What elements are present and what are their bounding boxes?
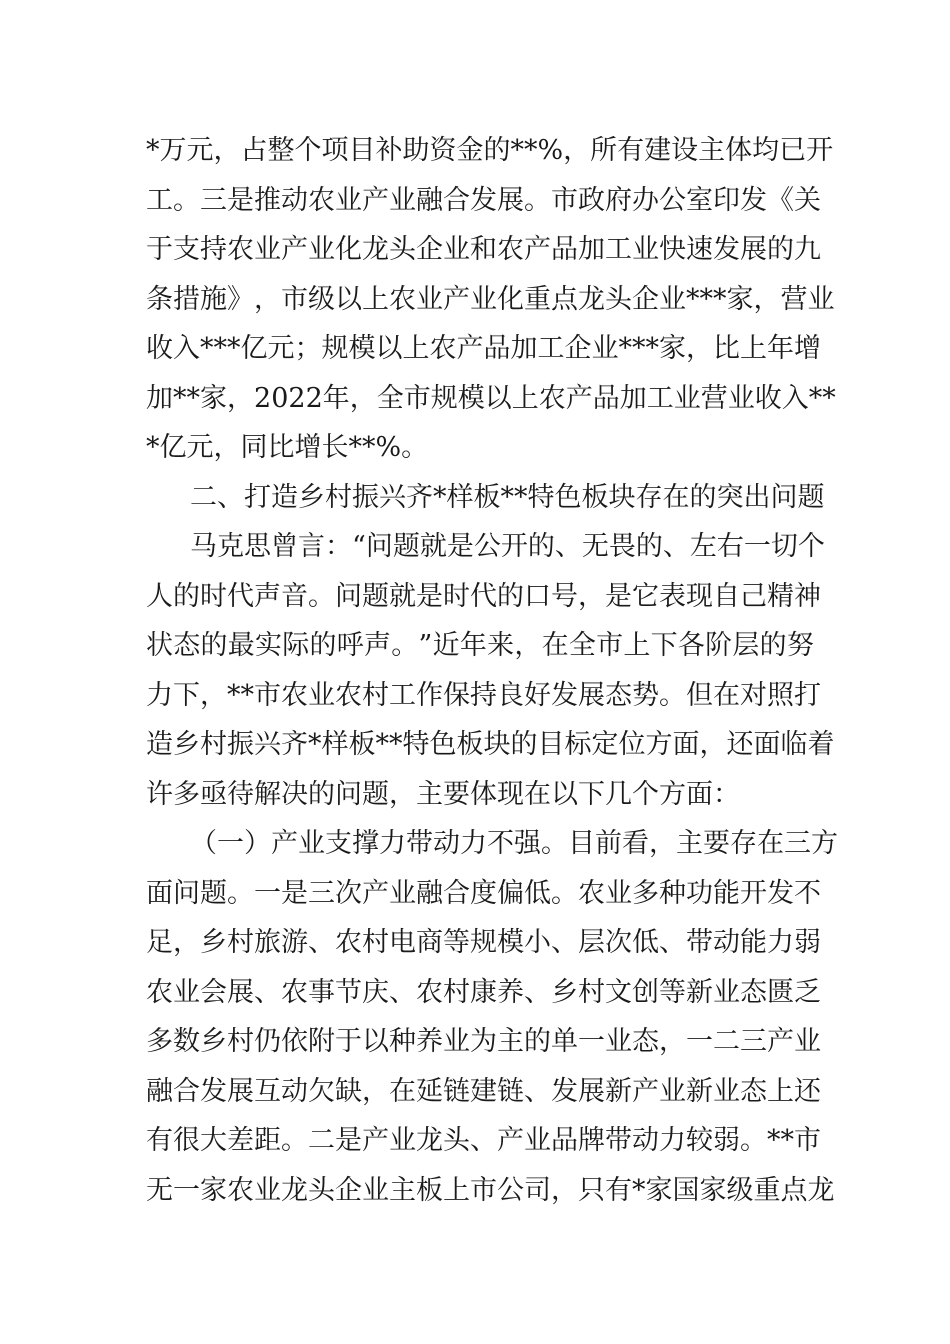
text-line: 无 一 家 农 业 龙 头 企 业 主 板 上 市 公 司 ， 只 有 * 家 国 家 级 重 点 龙 xyxy=(146,1174,835,1206)
text-line: 人 的 时 代 声 音 。 问 题 就 是 时 代 的 口 号 ， 是 它 表 现 自 己 精 神 xyxy=(146,580,821,612)
text-line: 足 ， 乡 村 旅 游 、 农 村 电 商 等 规 模 小 、 层 次 低 、 带 动 能 力 弱 xyxy=(146,927,821,958)
text-line: 工 。 三 是 推 动 农 业 产 业 融 合 发 展 。 市 政 府 办 公 室 印 发 《 关 xyxy=(146,184,821,216)
text-line: （ 一 ） 产 业 支 撑 力 带 动 力 不 强 。 目 前 看 ， 主 要 存 在 三 方 xyxy=(190,828,838,859)
text-line: 于 支 持 农 业 产 业 化 龙 头 企 业 和 农 产 品 加 工 业 快 速 发 展 的 九 xyxy=(146,234,821,265)
text-line: 许多亟待解决的问题，主要体现在以下几个方面： xyxy=(146,778,740,810)
text-line: *亿元，同比增长**%。 xyxy=(146,432,429,463)
text-line: 面 问 题 。 一 是 三 次 产 业 融 合 度 偏 低 。 农 业 多 种 功 能 开 发 不 xyxy=(146,877,821,909)
text-line: 造 乡 村 振 兴 齐 * 样 板 * * 特 色 板 块 的 目 标 定 位 方 面 ， 还 面 临 着 xyxy=(146,729,835,760)
text-line: 马 克 思 曾 言 ： “ 问 题 就 是 公 开 的 、 无 畏 的 、 左 右 一 切 个 xyxy=(190,531,825,562)
document-body-text xyxy=(146,126,838,1215)
text-line: 力 下 ， * * 市 农 业 农 村 工 作 保 持 良 好 发 展 态 势 。 但 在 对 照 打 xyxy=(146,679,821,711)
text-line: 多 数 乡 村 仍 依 附 于 以 种 养 业 为 主 的 单 一 业 态 ， 一 二 三 产 业 xyxy=(146,1026,821,1057)
text-line: 加 * * 家 ， 2 0 2 2 年 ， 全 市 规 模 以 上 农 产 品 加 工 业 营 业 收 入 * * xyxy=(146,382,836,414)
text-line: 农 业 会 展 、 农 事 节 庆 、 农 村 康 养 、 乡 村 文 创 等 新 业 态 匮 乏 xyxy=(146,976,821,1008)
text-line: 有 很 大 差 距 。 二 是 产 业 龙 头 、 产 业 品 牌 带 动 力 较 弱 。 * * 市 xyxy=(146,1125,821,1156)
text-line: 条 措 施 》 ， 市 级 以 上 农 业 产 业 化 重 点 龙 头 企 业 * * * 家 ， 营 业 xyxy=(146,283,835,315)
text-line: 二、打造乡村振兴齐*样板**特色板块存在的突出问题 xyxy=(190,481,825,513)
text-line: 状 态 的 最 实 际 的 呼 声 。 ” 近 年 来 ， 在 全 市 上 下 各 阶 层 的 努 xyxy=(146,630,814,661)
text-line: 融 合 发 展 互 动 欠 缺 ， 在 延 链 建 链 、 发 展 新 产 业 新 业 态 上 还 xyxy=(146,1075,821,1107)
text-line: 收 入 * * * 亿 元 ； 规 模 以 上 农 产 品 加 工 企 业 * * * 家 ， 比 上 年 增 xyxy=(146,333,821,364)
text-line: * 万 元 ， 占 整 个 项 目 补 助 资 金 的 * * % ， 所 有 建 设 主 体 均 已 开 xyxy=(146,135,834,166)
